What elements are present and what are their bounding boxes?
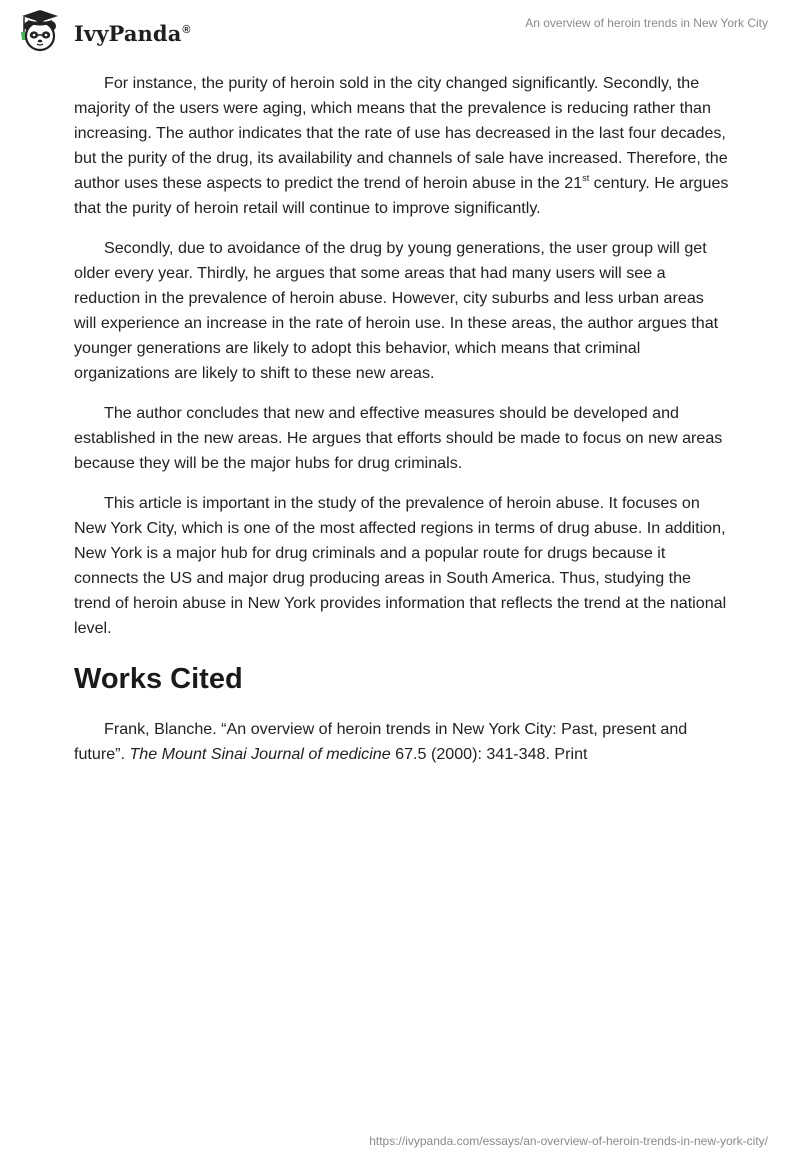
source-url-link[interactable]: https://ivypanda.com/essays/an-overview-of-heroin-trends-in-new-york-city/ (369, 1134, 768, 1148)
paragraph: This article is important in the study of the prevalence of heroin abuse. It focuses on New York City, which is one of the most affected regions in terms of drug abuse. In addition, New York is a major hub for drug criminals and a popular route for drugs because it connects the US and major drug producing areas in South America. Thus, studying the trend of heroin abuse in New York provides information that reflects the trend at the national level. (74, 494, 727, 637)
paragraph: Secondly, due to avoidance of the drug by young generations, the user group will get older every year. Thirdly, he argues that some areas that had many users will see a reduction in the prevalence of heroin abuse. However, city suburbs and less urban areas will experience an increase in the rate of heroin use. In these areas, the author argues that younger generations are likely to adopt this behavior, which means that criminal organizations are likely to shift to these new areas. (74, 239, 719, 382)
brand-label: IvyPanda (74, 20, 182, 46)
citation-details: 67.5 (2000): 341-348. Print (390, 745, 588, 763)
brand-name (74, 21, 191, 46)
citation-journal: The Mount Sinai Journal of medicine (129, 745, 391, 763)
paragraph-text: For instance, the purity of heroin sold in the city changed significantly. Secondly, the majority of the users were aging, which means that the prevalence is reducing rather than increasing. The author indicates that the rate of use has decreased in the last four decades, but the purity of the drug, its availability and channels of sale have increased. Therefore, the author uses these aspects to predict the trend of heroin abuse in the 21 (74, 74, 728, 192)
citation-text: Frank, Blanche. “An overview of heroin trends in New York City: Past, present and future”. (74, 720, 688, 763)
works-cited-heading: Works Cited (74, 663, 243, 695)
essay-content (74, 71, 730, 782)
ivypanda-logo[interactable] (14, 8, 191, 56)
paragraph: The author concludes that new and effective measures should be developed and established in the new areas. He argues that efforts should be made to focus on new areas because they will be the major hubs for drug criminals. (74, 404, 723, 472)
registered-mark: ® (182, 23, 191, 36)
panda-graduate-icon (14, 8, 70, 56)
ordinal-superscript: st (582, 173, 590, 183)
paragraph (74, 71, 730, 221)
page-header (0, 0, 800, 60)
paragraph-text-end: century. He argues that the purity of heroin retail will continue to improve significantly. (74, 174, 729, 217)
document-title: An overview of heroin trends in New York City (525, 16, 768, 30)
citation (74, 717, 730, 767)
